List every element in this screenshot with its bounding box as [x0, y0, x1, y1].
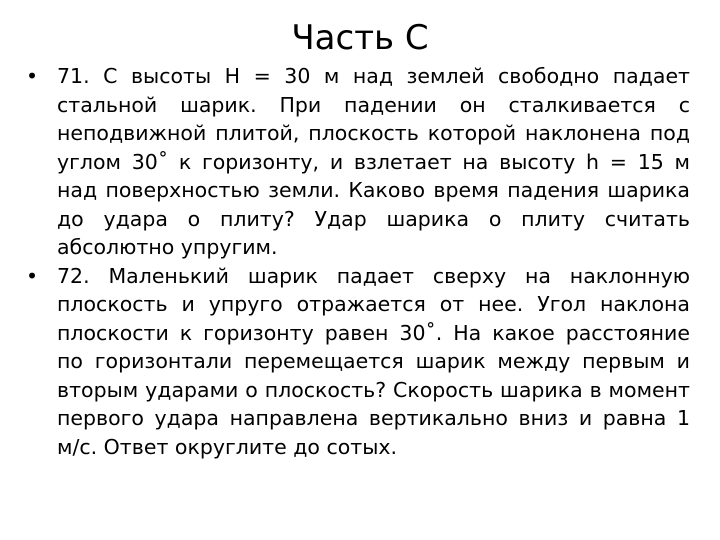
bullet-icon: • [26, 263, 39, 288]
problem-item [26, 262, 690, 462]
problem-text: 71. С высоты Н = 30 м над землей свободно падает стальной шарик. При падении он сталкивается с неподвижной плитой, плоскость которой наклонена под углом 30˚ к горизонту, и взлетает на высоту h = 15 м над поверхностью земли. Каково время падения шарика до удара о плиту? Удар шарика о плиту считать абсолютно упругим. [57, 64, 690, 259]
problem-text: 72. Маленький шарик падает сверху на наклонную плоскость и упруго отражается от нее. Угол наклона плоскости к горизонту равен 30˚. На какое расстояние по горизонтали перемещается шарик между первым и вторым ударами о плоскость? Скорость шарика в момент первого удара направлена вертикально вниз и равна 1 м/с. Ответ округлите до сотых. [57, 263, 690, 459]
problem-item [26, 62, 690, 262]
problem-list [26, 62, 690, 461]
bullet-icon: • [26, 64, 39, 88]
slide-title: Часть С [291, 18, 429, 58]
